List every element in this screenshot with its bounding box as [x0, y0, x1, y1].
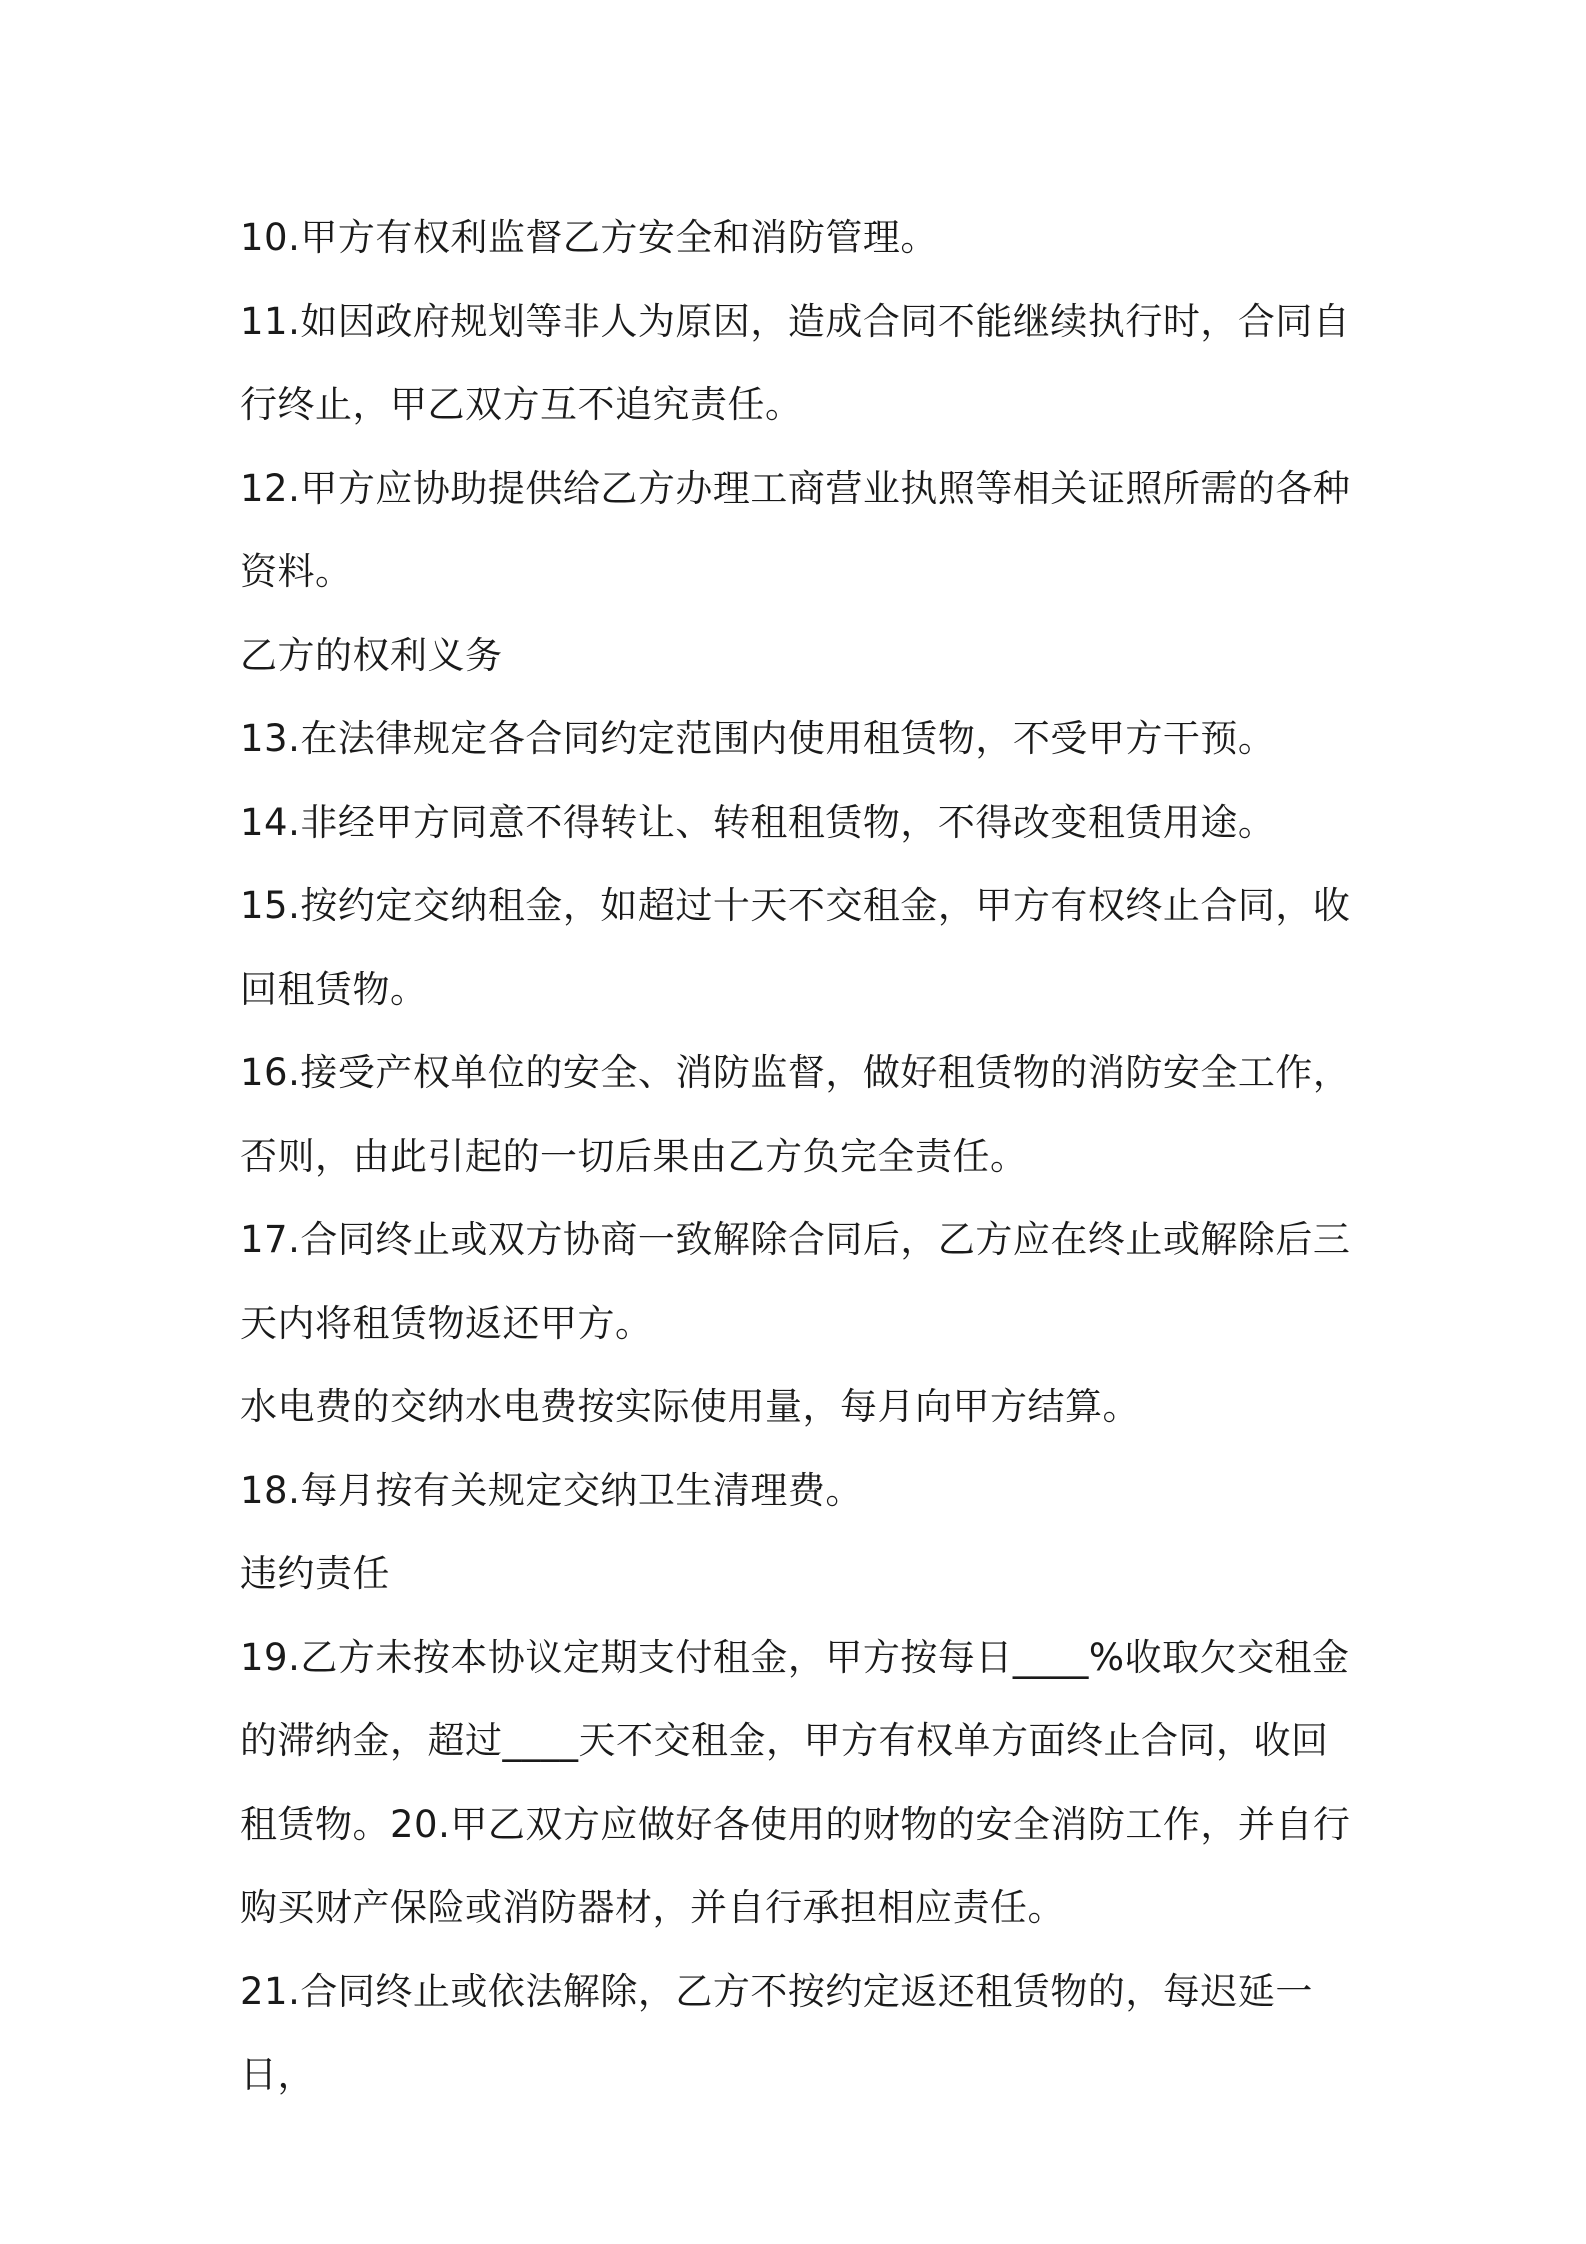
utility-fees-paragraph: 水电费的交纳水电费按实际使用量，每月向甲方结算。	[240, 1385, 1140, 1428]
clause-10: 10.甲方有权利监督乙方安全和消防管理。	[240, 216, 938, 259]
section-heading-party-b-rights: 乙方的权利义务	[240, 633, 503, 677]
clause-17: 17.合同终止或双方协商一致解除合同后，乙方应在终止或解除后三天内将租赁物返还甲方。	[240, 1218, 1351, 1345]
clause-18: 18.每月按有关规定交纳卫生清理费。	[240, 1468, 863, 1512]
clause-16: 16.接受产权单位的安全、消防监督，做好租赁物的消防安全工作，否则，由此引起的一切后果由乙方负完全责任。	[240, 1051, 1351, 1178]
clause-12: 12.甲方应协助提供给乙方办理工商营业执照等相关证照所需的各种资料。	[240, 466, 1351, 593]
section-heading-breach-liability: 违约责任	[240, 1552, 390, 1595]
clause-14: 14.非经甲方同意不得转让、转租租赁物，不得改变租赁用途。	[240, 800, 1276, 844]
document-body	[240, 196, 1360, 2117]
clause-15: 15.按约定交纳租金，如超过十天不交租金，甲方有权终止合同，收回租赁物。	[240, 884, 1351, 1011]
clause-19-20: 19.乙方未按本协议定期支付租金，甲方按每日____%收取欠交租金的滞纳金，超过____天不交租金，甲方有权单方面终止合同，收回租赁物。20.甲乙双方应做好各使用的财物的安全消防工作，并自行购买财产保险或消防器材，并自行承担相应责任。	[240, 1635, 1351, 1929]
clause-11: 11.如因政府规划等非人为原因，造成合同不能继续执行时，合同自行终止，甲乙双方互不追究责任。	[240, 299, 1351, 426]
clause-13: 13.在法律规定各合同约定范围内使用租赁物，不受甲方干预。	[240, 717, 1276, 760]
clause-21: 21.合同终止或依法解除，乙方不按约定返还租赁物的，每迟延一日，	[240, 1969, 1313, 2096]
